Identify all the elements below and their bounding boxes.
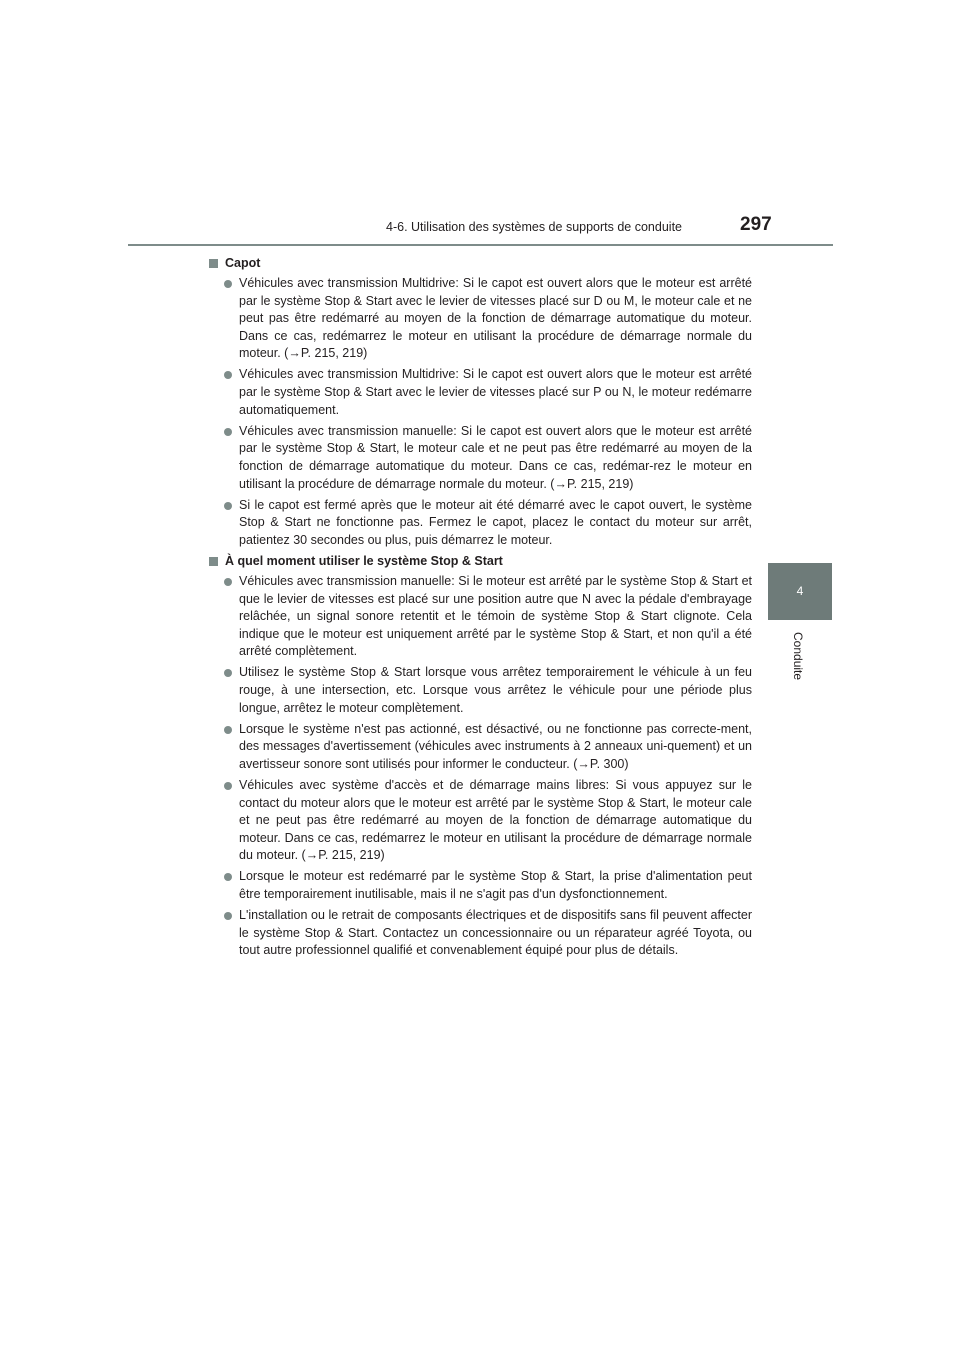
section-when-to-use	[207, 553, 752, 960]
bullet-dot-icon	[224, 782, 232, 790]
list-item: Si le capot est fermé après que le moteur ait été démarré avec le capot ouvert, le système Stop & Start ne fonctionne pas. Fermez le capot, placez le contact du moteur sur arrêt, patientez 30 secondes ou plus, puis démarrez le moteur.	[207, 497, 752, 550]
chapter-tab-label: Conduite	[791, 632, 805, 681]
list-item: Véhicules avec transmission Multidrive: Si le capot est ouvert alors que le moteur est arrêté par le système Stop & Start avec le levier de vitesses placé sur D ou M, le moteur cale et ne peut pas être redémarré au moyen de la fonction de démarrage automatique du moteur. Dans ce cas, redémarrez le moteur en utilisant la procédure de démarrage normale du moteur. (→P. 215, 219)	[207, 275, 752, 363]
page-number: 297	[740, 214, 772, 235]
bullet-dot-icon	[224, 912, 232, 920]
list-item: Véhicules avec système d'accès et de démarrage mains libres: Si vous appuyez sur le contact du moteur alors que le moteur est arrêté par le système Stop & Start, le moteur cale et ne peut pas être redémarré au moyen de la fonction de démarrage automatique du moteur. Dans ce cas, redémarrez le moteur en utilisant la procédure de démarrage normale du moteur. (→P. 215, 219)	[207, 777, 752, 865]
bullet-dot-icon	[224, 873, 232, 881]
page-content	[207, 255, 752, 963]
chapter-header-title: 4-6. Utilisation des systèmes de supports de conduite	[386, 220, 682, 234]
section-title: Capot	[207, 255, 752, 272]
list-item: Lorsque le moteur est redémarré par le système Stop & Start, la prise d'alimentation peut être temporairement inutilisable, mais il ne s'agit pas d'un dysfonctionnement.	[207, 868, 752, 903]
list-item: Lorsque le système n'est pas actionné, est désactivé, ou ne fonctionne pas correcte-ment, des messages d'avertissement (véhicules avec instruments à 2 anneaux uni-quement) et un avertisseur sonore sont utilisés pour informer le conducteur. (→P. 300)	[207, 721, 752, 774]
section-hood	[207, 255, 752, 549]
bullet-dot-icon	[224, 726, 232, 734]
list-item: Véhicules avec transmission manuelle: Si le moteur est arrêté par le système Stop & Start et que le levier de vitesses est placé sur une position autre que N avec la pédale d'embrayage relâchée, un signal sonore retentit et le témoin de système Stop & Start clignote. Cela indique que le moteur est uniquement arrêté par le système Stop & Start, et non qu'il a été arrêté complètement.	[207, 573, 752, 661]
list-item: Véhicules avec transmission manuelle: Si le capot est ouvert alors que le moteur est arrêté par le système Stop & Start, le moteur cale et ne peut pas être redémarré au moyen de la fonction de démarrage automatique du moteur. Dans ce cas, redémar-rez le moteur en utilisant la procédure de démarrage normale du moteur. (→P. 215, 219)	[207, 423, 752, 493]
list-item: Véhicules avec transmission Multidrive: Si le capot est ouvert alors que le moteur est arrêté par le système Stop & Start avec le levier de vitesses placé sur P ou N, le moteur redémarre automatiquement.	[207, 366, 752, 419]
bullet-dot-icon	[224, 669, 232, 677]
square-bullet-icon	[209, 259, 218, 268]
bullet-dot-icon	[224, 428, 232, 436]
square-bullet-icon	[209, 557, 218, 566]
bullet-dot-icon	[224, 280, 232, 288]
bullet-dot-icon	[224, 371, 232, 379]
section-title: À quel moment utiliser le système Stop & Start	[207, 553, 752, 570]
bullet-dot-icon	[224, 502, 232, 510]
bullet-dot-icon	[224, 578, 232, 586]
list-item: Utilisez le système Stop & Start lorsque vous arrêtez temporairement le véhicule à un feu rouge, à une intersection, etc. Lorsque vous arrêtez le véhicule pour une période plus longue, arrêtez le moteur complètement.	[207, 664, 752, 717]
chapter-tab[interactable]: 4	[768, 563, 832, 620]
list-item: L'installation ou le retrait de composants électriques et de dispositifs sans fil peuvent affecter le système Stop & Start. Contactez un concessionnaire ou un réparateur agréé Toyota, ou tout autre professionnel qualifié et convenablement équipé pour plus de détails.	[207, 907, 752, 960]
header-divider	[128, 244, 833, 246]
